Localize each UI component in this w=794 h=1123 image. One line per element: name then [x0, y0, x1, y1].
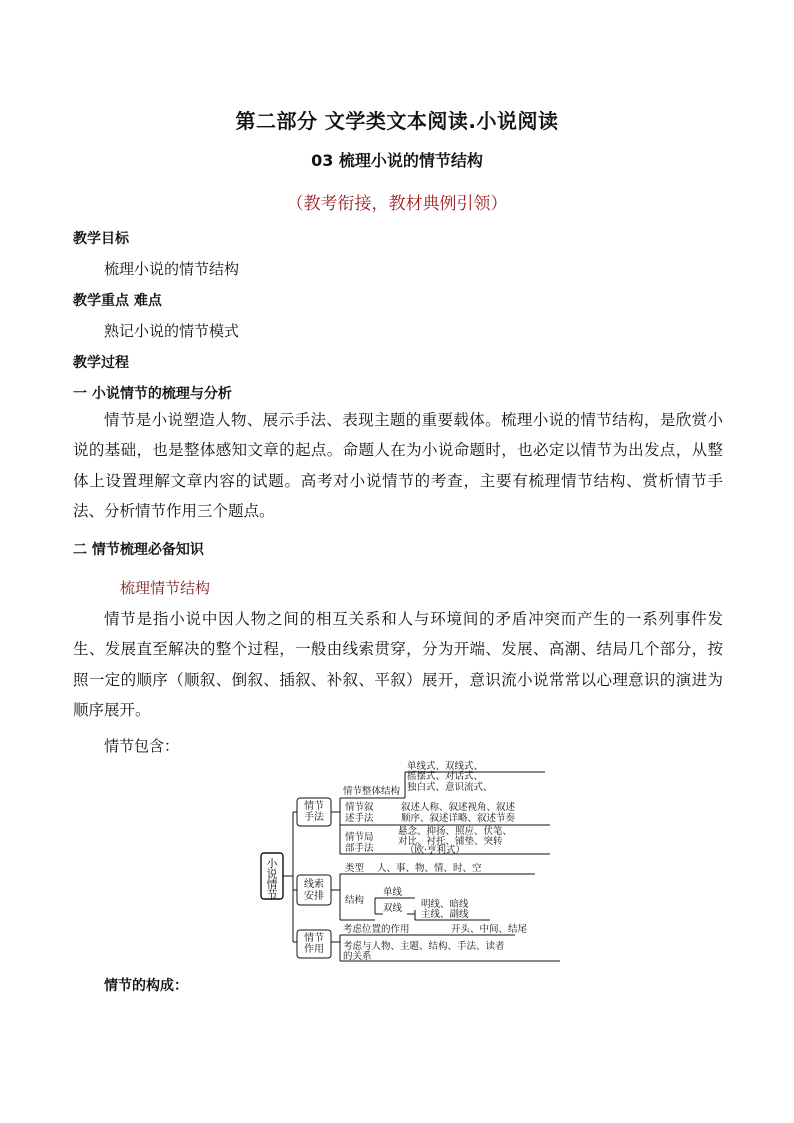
diagram-b2-double: 双线: [383, 903, 403, 914]
process-heading: 教学过程: [73, 355, 129, 371]
page-title: 第二部分 文学类文本阅读.小说阅读: [235, 109, 559, 133]
part2-heading: 二 情节梳理必备知识: [73, 542, 204, 558]
key-heading: 教学重点 难点: [73, 293, 162, 309]
diagram-b1-overall-item-2: 摇摆式、对话式、: [407, 771, 484, 782]
diagram-b2-double-2: 主线、副线: [421, 909, 469, 920]
diagram-b2-single: 单线: [383, 887, 403, 898]
diagram-b3-pos: 考虑位置的作用: [343, 924, 410, 935]
diagram-branch-2: 线索安排: [304, 879, 324, 902]
diagram-b1-overall-item-1: 单线式、双线式、: [407, 761, 484, 772]
page-tagline: （教考衔接，教材典例引领）: [286, 194, 508, 214]
diagram-b2-type-items: 人、事、物、情、时、空: [377, 863, 482, 874]
diagram-b3-rel-1: 考虑与人物、主题、结构、手法、读者: [343, 941, 505, 952]
part2-subheading: 梳理情节结构: [120, 579, 211, 597]
goal-text: 梳理小说的情节结构: [104, 260, 240, 278]
goal-heading: 教学目标: [73, 231, 129, 247]
diagram-b1-narr-item-2: 顺序、叙述详略、叙述节奏: [401, 813, 516, 824]
includes-label: 情节包含：: [104, 737, 180, 755]
diagram-b1-overall-item-3: 独白式、意识流式、: [407, 782, 493, 793]
composition-heading: 情节的构成：: [104, 978, 188, 994]
diagram-b2-struct: 结构: [345, 895, 365, 906]
diagram-branch-1: 情节手法: [304, 801, 324, 823]
diagram-branch-3: 情节作用: [304, 933, 324, 955]
page-subtitle: 03 梳理小说的情节结构: [311, 151, 483, 170]
diagram-b1-narr-1: 情节叙: [345, 802, 374, 813]
diagram-b3-pos-items: 开头、中间、结尾: [451, 924, 528, 935]
diagram-b1-local-item-1: 悬念、抑扬、照应、伏笔、: [398, 826, 513, 837]
diagram-b1-local-1: 情节局: [345, 832, 374, 843]
part2-paragraph: 情节是指小说中因人物之间的相互关系和人与环境间的矛盾冲突而产生的一系列事件发生、发展直至解决的整个过程，一般由线索贯穿，分为开端、发展、高潮、结局几个部分，按照一定的顺序（顺叙、倒叙、插叙、补叙、平叙）展开，意识流小说常常以心理意识的演进为顺序展开。: [73, 610, 723, 719]
part1-paragraph: 情节是小说塑造人物、展示手法、表现主题的重要载体。梳理小说的情节结构，是欣赏小说的基础，也是整体感知文章的起点。命题人在为小说命题时，也必定以情节为出发点，从整体上设置理解文章内容的试题。高考对小说情节的考查，主要有梳理情节结构、赏析情节手法、分析情节作用三个题点。: [73, 411, 723, 520]
diagram-b1-local-item-3: （欧·亨利式）: [405, 845, 466, 856]
diagram-b1-local-item-2: 对比、衬托、铺垫、突转: [398, 836, 503, 847]
diagram-root-text: 小说情节: [266, 857, 278, 902]
diagram-b2-type: 类型: [345, 863, 365, 874]
diagram-b1-local-2: 部手法: [345, 843, 374, 854]
diagram-b1-narr-item-1: 叙述人称、叙述视角、叙述: [401, 802, 516, 813]
diagram-b3-rel-2: 的关系: [343, 951, 372, 962]
diagram-b1-narr-2: 述手法: [345, 813, 374, 824]
plot-structure-diagram: [255, 760, 575, 970]
diagram-b1-overall: 情节整体结构: [343, 786, 401, 797]
part1-heading: 一 小说情节的梳理与分析: [73, 386, 232, 402]
diagram-b2-double-1: 明线、暗线: [421, 899, 469, 910]
key-text: 熟记小说的情节模式: [104, 322, 240, 340]
